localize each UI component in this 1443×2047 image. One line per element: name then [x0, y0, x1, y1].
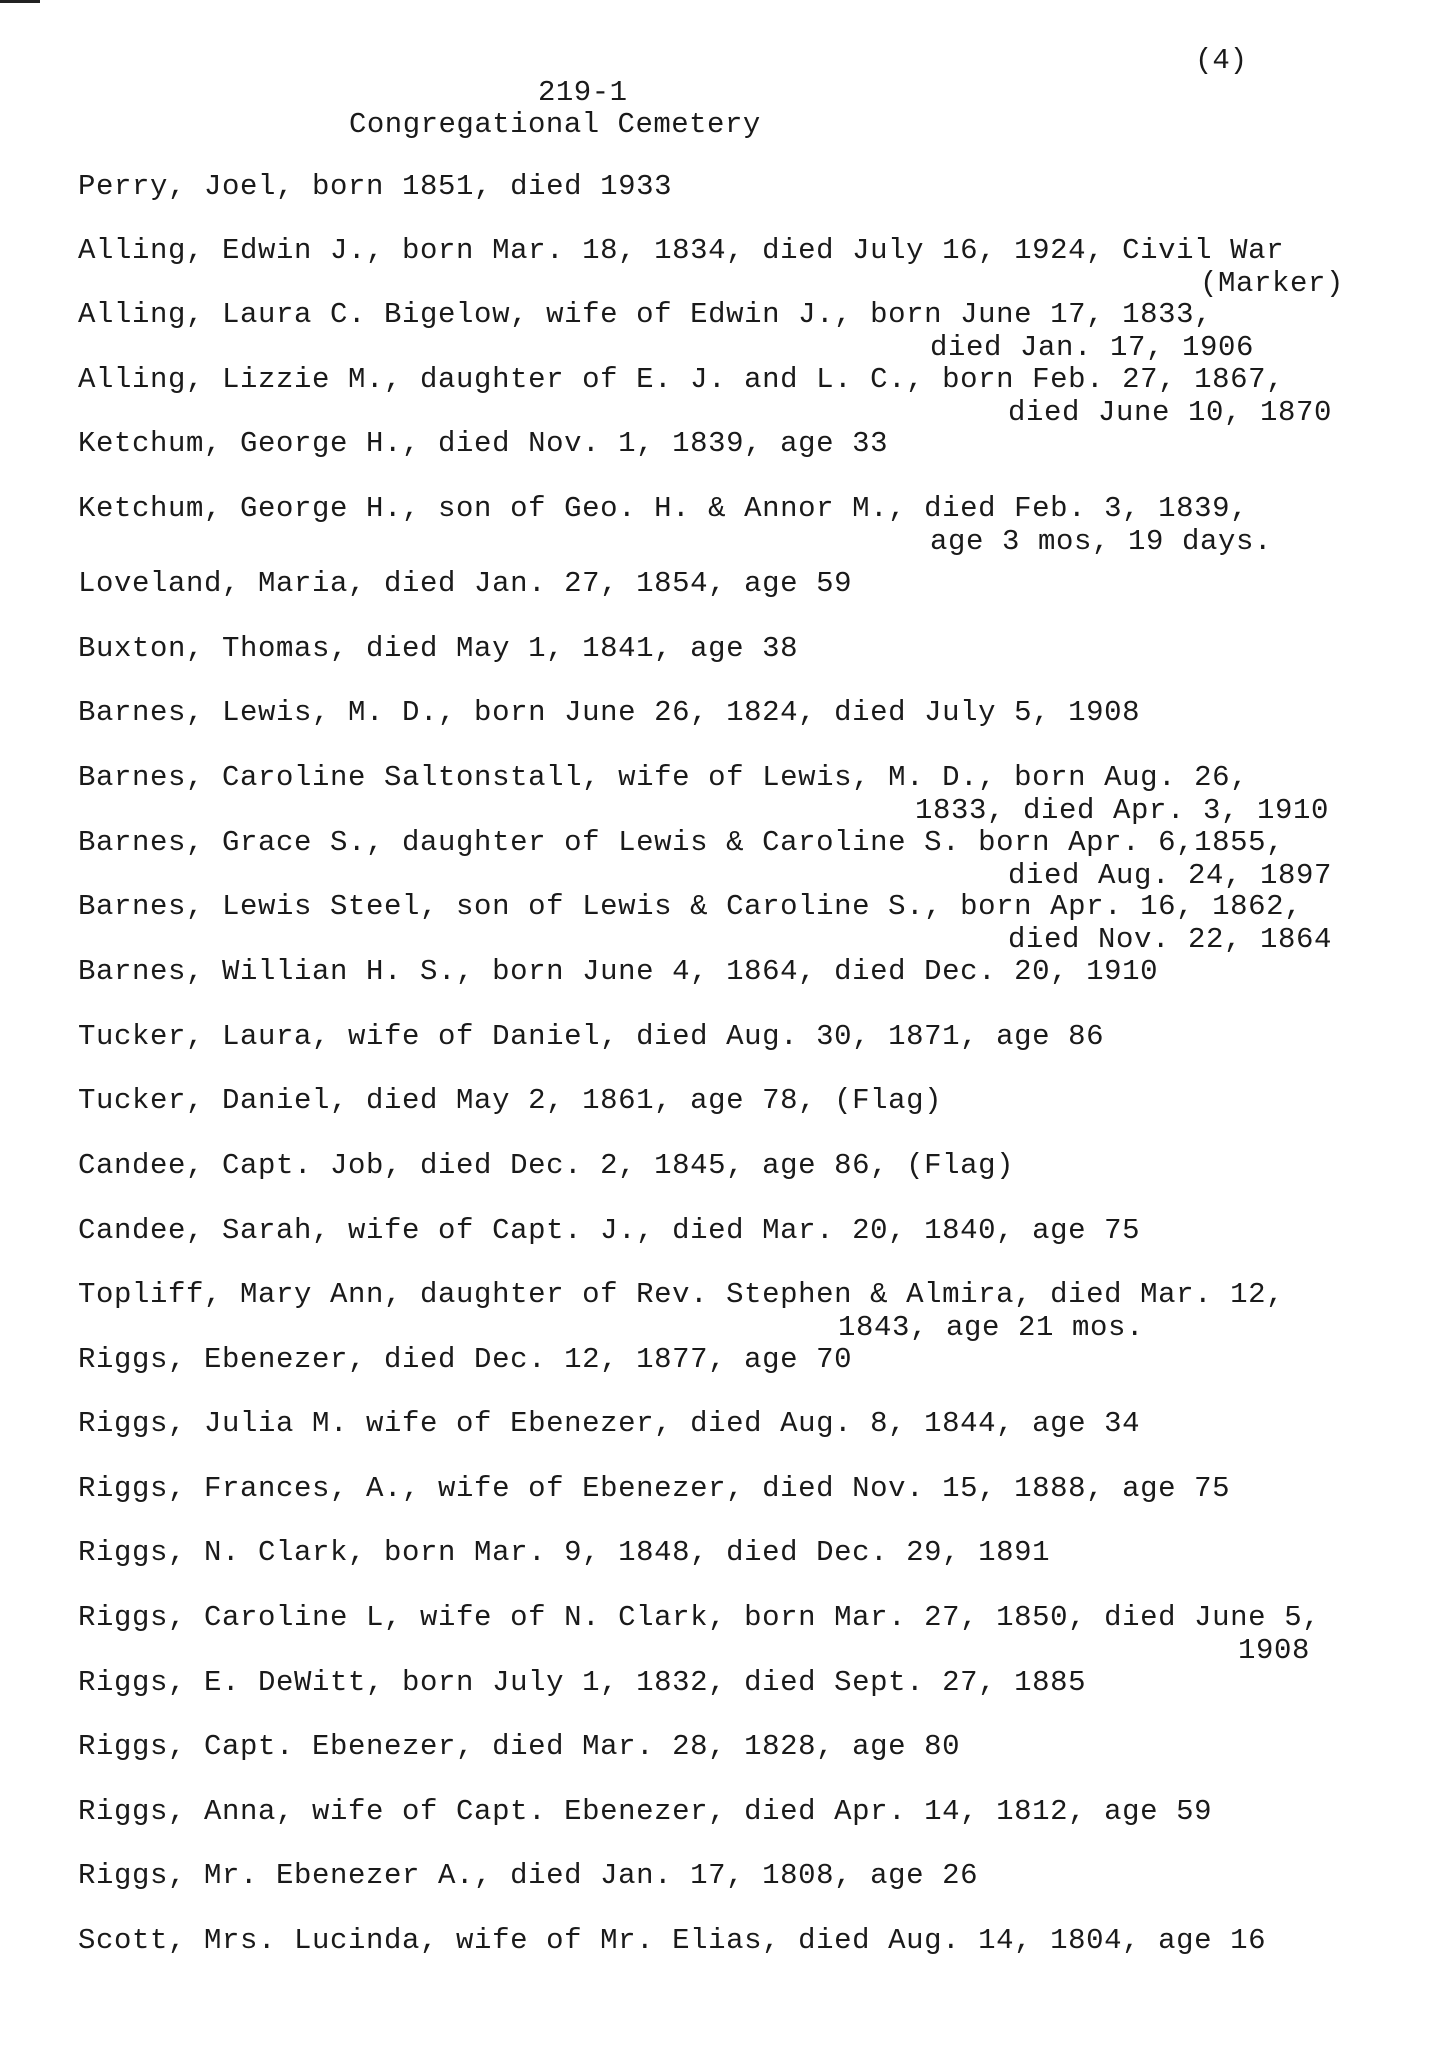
burial-entry: [78, 1407, 1408, 1440]
entry-line: Ketchum, George H., son of Geo. H. & Annor M., died Feb. 3, 1839,: [78, 492, 1249, 525]
entry-continuation: (Marker): [1200, 267, 1345, 300]
entry-line: Buxton, Thomas, died May 1, 1841, age 38: [78, 632, 799, 665]
burial-entry: [78, 363, 1408, 429]
burial-entry: [78, 567, 1408, 600]
burial-entry: [78, 1601, 1408, 1667]
burial-entry: [78, 826, 1408, 892]
entry-continuation: age 3 mos, 19 days.: [930, 525, 1273, 558]
burial-entry: [78, 1666, 1408, 1699]
burial-entry: [78, 1084, 1408, 1117]
entry-continuation: 1843, age 21 mos.: [838, 1311, 1145, 1344]
entry-line: Riggs, Caroline L, wife of N. Clark, born Mar. 27, 1850, died June 5,: [78, 1601, 1321, 1634]
entry-continuation: 1833, died Apr. 3, 1910: [915, 794, 1330, 827]
entry-line: Barnes, Lewis, M. D., born June 26, 1824, died July 5, 1908: [78, 696, 1141, 729]
entry-line: Barnes, Willian H. S., born June 4, 1864, died Dec. 20, 1910: [78, 955, 1159, 988]
entry-line: Riggs, Frances, A., wife of Ebenezer, died Nov. 15, 1888, age 75: [78, 1472, 1231, 1505]
burial-entry: [78, 1924, 1408, 1957]
entry-line: Alling, Edwin J., born Mar. 18, 1834, died July 16, 1924, Civil War: [78, 234, 1285, 267]
entry-line: Ketchum, George H., died Nov. 1, 1839, age 33: [78, 427, 889, 460]
entry-continuation: 1908: [1238, 1634, 1311, 1667]
entry-continuation: died Nov. 22, 1864: [1008, 923, 1333, 956]
burial-entry: [78, 1214, 1408, 1247]
burial-entry: [78, 1149, 1408, 1182]
burial-entry: [78, 955, 1408, 988]
entry-line: Riggs, Capt. Ebenezer, died Mar. 28, 1828, age 80: [78, 1730, 961, 1763]
burial-entry: [78, 492, 1408, 558]
scan-edge-mark: [0, 0, 40, 3]
burial-entry: [78, 1020, 1408, 1053]
entry-continuation: died Aug. 24, 1897: [1008, 859, 1333, 892]
burial-entry: [78, 632, 1408, 665]
entry-line: Barnes, Grace S., daughter of Lewis & Caroline S. born Apr. 6,1855,: [78, 826, 1285, 859]
burial-entry: [78, 1730, 1408, 1763]
entry-line: Riggs, Ebenezer, died Dec. 12, 1877, age 70: [78, 1343, 853, 1376]
entry-line: Scott, Mrs. Lucinda, wife of Mr. Elias, died Aug. 14, 1804, age 16: [78, 1924, 1267, 1957]
entry-line: Barnes, Caroline Saltonstall, wife of Lewis, M. D., born Aug. 26,: [78, 761, 1249, 794]
burial-entry: [78, 1795, 1408, 1828]
entry-line: Alling, Lizzie M., daughter of E. J. and L. C., born Feb. 27, 1867,: [78, 363, 1285, 396]
cemetery-title: Congregational Cemetery: [349, 108, 761, 141]
burial-entry: [78, 696, 1408, 729]
entry-line: Perry, Joel, born 1851, died 1933: [78, 170, 673, 203]
burial-entry: [78, 170, 1408, 203]
entry-line: Candee, Capt. Job, died Dec. 2, 1845, age 86, (Flag): [78, 1149, 1015, 1182]
entry-line: Riggs, Julia M. wife of Ebenezer, died Aug. 8, 1844, age 34: [78, 1407, 1141, 1440]
burial-entry: [78, 761, 1408, 827]
burial-entry: [78, 1278, 1408, 1344]
burial-entry: [78, 1536, 1408, 1569]
entry-line: Barnes, Lewis Steel, son of Lewis & Caroline S., born Apr. 16, 1862,: [78, 890, 1303, 923]
burial-entry: [78, 890, 1408, 956]
page-number: (4): [1195, 44, 1248, 77]
entry-line: Alling, Laura C. Bigelow, wife of Edwin J., born June 17, 1833,: [78, 298, 1213, 331]
entry-line: Tucker, Laura, wife of Daniel, died Aug. 30, 1871, age 86: [78, 1020, 1105, 1053]
entry-continuation: died June 10, 1870: [1008, 396, 1333, 429]
document-id: 219-1: [538, 76, 628, 109]
entry-line: Riggs, Mr. Ebenezer A., died Jan. 17, 1808, age 26: [78, 1859, 979, 1892]
entry-continuation: died Jan. 17, 1906: [930, 331, 1255, 364]
burial-entry: [78, 298, 1408, 364]
entry-line: Topliff, Mary Ann, daughter of Rev. Stephen & Almira, died Mar. 12,: [78, 1278, 1285, 1311]
burial-entry: [78, 1859, 1408, 1892]
burial-entry: [78, 234, 1408, 300]
entry-line: Tucker, Daniel, died May 2, 1861, age 78, (Flag): [78, 1084, 943, 1117]
burial-entry: [78, 1343, 1408, 1376]
entry-line: Candee, Sarah, wife of Capt. J., died Mar. 20, 1840, age 75: [78, 1214, 1141, 1247]
entry-line: Riggs, Anna, wife of Capt. Ebenezer, died Apr. 14, 1812, age 59: [78, 1795, 1213, 1828]
entry-line: Riggs, E. DeWitt, born July 1, 1832, died Sept. 27, 1885: [78, 1666, 1087, 1699]
entry-line: Loveland, Maria, died Jan. 27, 1854, age 59: [78, 567, 853, 600]
entry-line: Riggs, N. Clark, born Mar. 9, 1848, died Dec. 29, 1891: [78, 1536, 1051, 1569]
burial-entry: [78, 1472, 1408, 1505]
burial-entry: [78, 427, 1408, 460]
